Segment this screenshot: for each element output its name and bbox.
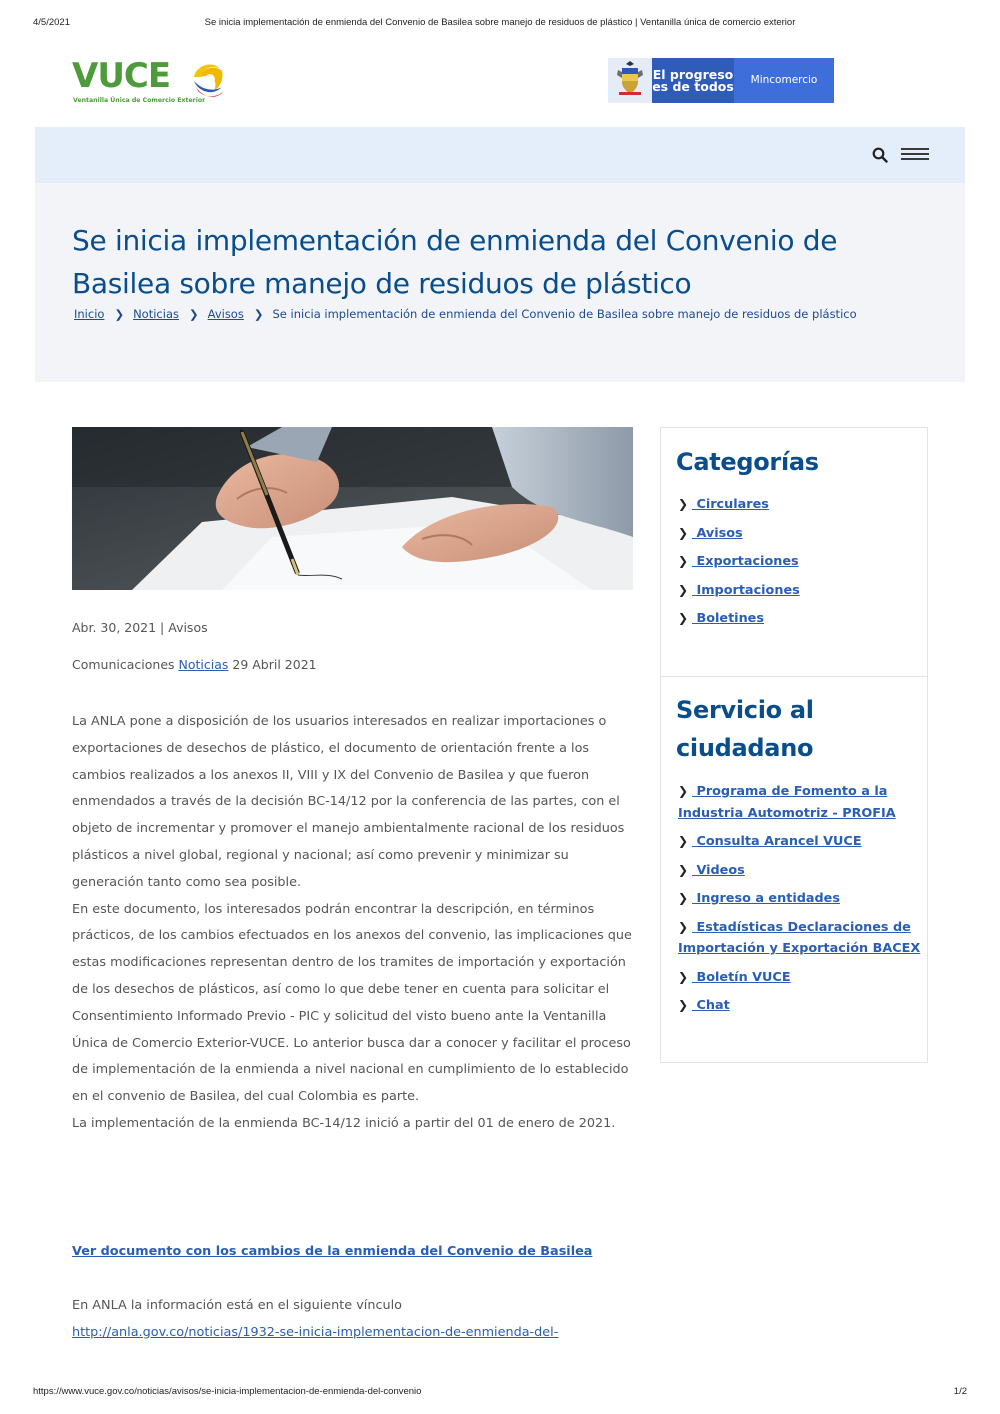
service-item [678, 995, 923, 1017]
chevron-right-icon: ❯ [253, 307, 264, 321]
article-paragraph: En este documento, los interesados podrán encontrar la descripción, en términos prácticos, de los cambios efectuados en los anexos del convenio, las implicaciones que estas modificaciones representan dentro de los tramites de importación y exportación de los desechos de plásticos, así como lo que debe tener en cuenta para solicitar el Consentimiento Informado Previo - PIC y solicitud del visto bueno ante la Ventanilla Única de Comercio Exterior-VUCE. Lo anterior busca dar a conocer y facilitar el proceso de implementación de la enmienda a nivel nacional en cumplimiento de lo establecido en el convenio de Basilea, del cual Colombia es parte. [72, 901, 632, 1105]
service-item [678, 917, 923, 960]
service-arancel-link[interactable]: Consulta Arancel VUCE [692, 834, 862, 849]
sidebar [660, 427, 928, 1063]
chevron-right-icon: ❯ [678, 784, 689, 798]
slogan-line-1: El progreso [652, 67, 734, 82]
service-profia-link[interactable]: Programa de Fomento a la Industria Automotriz - PROFIA [678, 784, 896, 821]
print-title: Se inicia implementación de enmienda del Convenio de Basilea sobre manejo de residuos de plástico | Ventanilla única de comercio exterior [204, 17, 796, 28]
breadcrumb-noticias[interactable]: Noticias [133, 307, 179, 321]
article-paragraph: La ANLA pone a disposición de los usuarios interesados en realizar importaciones o exportaciones de desechos de plástico, el documento de orientación frente a los cambios realizados a los anexos II, VIII y IX del Convenio de Basilea y que fueron enmendados a través de la decisión BC-14/12 por la conferencia de las partes, con el objeto de incrementar y promover el manejo ambientalmente racional de los residuos plásticos a nivel global, regional y nacional; así como prevenir y minimizar su generación tanto como sea posible. [72, 714, 625, 890]
slogan-line-2: es de todos [652, 79, 734, 94]
print-url: https://www.vuce.gov.co/noticias/avisos/se-inicia-implementacion-de-enmienda-del-convenio [33, 1386, 422, 1397]
print-page-number: 1/2 [953, 1386, 967, 1397]
logo-subtitle: Ventanilla Única de Comercio Exterior [73, 97, 206, 104]
chevron-right-icon: ❯ [188, 307, 199, 321]
chevron-right-icon: ❯ [678, 919, 689, 934]
hamburger-menu-icon[interactable] [901, 148, 929, 162]
category-item [678, 523, 923, 545]
service-item [678, 781, 923, 824]
chevron-right-icon: ❯ [678, 525, 689, 540]
search-icon[interactable] [872, 147, 888, 163]
chevron-right-icon: ❯ [678, 891, 689, 905]
category-item [678, 580, 923, 602]
vuce-logo[interactable] [72, 57, 232, 107]
source-suffix: 29 Abril 2021 [228, 657, 317, 672]
article-source [72, 657, 317, 672]
shield-box [608, 58, 652, 103]
service-item [678, 860, 923, 882]
service-ingreso-link[interactable]: Ingreso a entidades [692, 891, 840, 906]
breadcrumb-avisos[interactable]: Avisos [207, 307, 244, 321]
service-videos-link[interactable]: Videos [692, 862, 745, 878]
category-item [678, 608, 923, 630]
article-image [72, 427, 633, 590]
chevron-right-icon: ❯ [678, 611, 689, 625]
anla-label: En ANLA la información está en el siguiente vínculo [72, 1298, 402, 1313]
article-meta: Abr. 30, 2021 | Avisos [72, 620, 208, 635]
document-link[interactable]: Ver documento con los cambios de la enmienda del Convenio de Basilea [72, 1244, 593, 1259]
service-heading [676, 691, 814, 767]
chevron-right-icon: ❯ [678, 834, 689, 848]
gov-banner[interactable] [608, 58, 834, 103]
service-item [678, 967, 923, 989]
service-list [678, 781, 923, 1024]
breadcrumb-current: Se inicia implementación de enmienda del Convenio de Basilea sobre manejo de residuos de plástico [272, 307, 857, 321]
service-heading-line-2: ciudadano [676, 734, 814, 762]
coat-of-arms-icon [608, 58, 652, 103]
category-item [678, 494, 923, 516]
chevron-right-icon: ❯ [678, 554, 689, 568]
page-title: Se inicia implementación de enmienda del Convenio de Basilea sobre manejo de residuos de plástico [72, 224, 838, 300]
print-date: 4/5/2021 [33, 17, 70, 28]
service-boletin-link[interactable]: Boletín VUCE [692, 969, 791, 985]
category-circulares-link[interactable]: Circulares [692, 497, 769, 512]
page-hero [35, 183, 965, 382]
source-noticias-link[interactable]: Noticias [178, 657, 229, 672]
categories-list [678, 494, 923, 637]
categories-heading: Categorías [676, 448, 819, 476]
logo-text: VUCE [72, 56, 171, 96]
navbar [35, 127, 965, 183]
breadcrumb [74, 307, 857, 321]
article-body [72, 709, 634, 1138]
chevron-right-icon: ❯ [678, 582, 689, 597]
chevron-right-icon: ❯ [678, 862, 689, 877]
writing-hand-image [72, 427, 633, 590]
chevron-right-icon: ❯ [114, 307, 125, 321]
service-chat-link[interactable]: Chat [692, 998, 730, 1013]
service-bacex-link[interactable]: Estadísticas Declaraciones de Importación y Exportación BACEX [678, 919, 921, 956]
gov-slogan [652, 58, 734, 103]
sidebar-divider [661, 676, 927, 677]
anla-link[interactable]: http://anla.gov.co/noticias/1932-se-inicia-implementacion-de-enmienda-del- [72, 1325, 559, 1340]
category-boletines-link[interactable]: Boletines [692, 611, 764, 626]
service-item [678, 831, 923, 853]
service-heading-line-1: Servicio al [676, 696, 814, 724]
article-paragraph: La implementación de la enmienda BC-14/12 inició a partir del 01 de enero de 2021. [72, 1115, 616, 1131]
category-avisos-link[interactable]: Avisos [692, 525, 743, 541]
service-item [678, 888, 923, 910]
source-prefix: Comunicaciones [72, 657, 179, 672]
chevron-right-icon: ❯ [678, 969, 689, 984]
category-exportaciones-link[interactable]: Exportaciones [692, 554, 799, 569]
category-importaciones-link[interactable]: Importaciones [692, 582, 800, 598]
category-item [678, 551, 923, 573]
chevron-right-icon: ❯ [678, 497, 689, 511]
ministry-label: Mincomercio [750, 74, 818, 86]
breadcrumb-inicio[interactable]: Inicio [74, 307, 105, 321]
chevron-right-icon: ❯ [678, 998, 689, 1012]
